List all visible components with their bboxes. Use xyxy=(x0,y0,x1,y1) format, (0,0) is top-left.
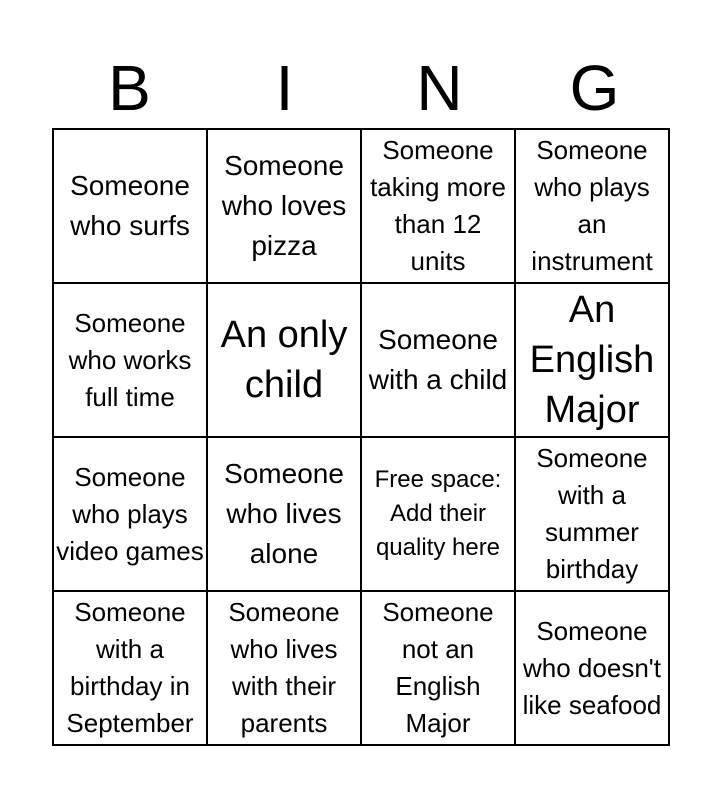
bingo-cell[interactable] xyxy=(208,284,362,438)
bingo-cell-text: Someone not an English Major xyxy=(382,597,494,738)
bingo-cell[interactable] xyxy=(362,284,516,438)
bingo-cell[interactable] xyxy=(362,130,516,284)
bingo-cell[interactable] xyxy=(54,284,208,438)
bingo-cell[interactable] xyxy=(54,130,208,284)
bingo-cell[interactable] xyxy=(516,130,670,284)
bingo-cell-text: Someone who surfs xyxy=(70,170,190,241)
bingo-header xyxy=(52,50,672,125)
bingo-cell-text: Someone who lives alone xyxy=(224,458,344,569)
header-letter-n: N xyxy=(416,51,463,124)
bingo-grid xyxy=(52,128,670,746)
bingo-cell-text: Someone who doesn't like seafood xyxy=(522,615,662,720)
header-letter-b: B xyxy=(108,51,151,124)
bingo-cell-text: Someone with a child xyxy=(368,324,508,395)
bingo-cell-text: Free space: Add their quality here xyxy=(374,466,502,561)
bingo-cell-text: An English Major xyxy=(529,289,655,431)
bingo-cell-text: Someone who plays an instrument xyxy=(531,135,653,276)
bingo-cell-text: Someone with a summer birthday xyxy=(536,443,648,584)
header-letter-g: G xyxy=(569,51,620,124)
bingo-cell-text: Someone who lives with their parents xyxy=(228,597,340,738)
bingo-cell[interactable] xyxy=(516,438,670,592)
header-letter-i: I xyxy=(275,51,294,124)
bingo-cell-text: An only child xyxy=(220,314,348,406)
bingo-cell[interactable] xyxy=(208,592,362,746)
bingo-cell[interactable] xyxy=(54,438,208,592)
bingo-cell-text: Someone who plays video games xyxy=(56,461,204,566)
bingo-cell-text: Someone who works full time xyxy=(68,307,192,412)
bingo-cell-text: Someone with a birthday in September xyxy=(66,597,194,738)
bingo-cell[interactable] xyxy=(362,592,516,746)
bingo-cell[interactable] xyxy=(208,130,362,284)
bingo-cell-text: Someone taking more than 12 units xyxy=(370,135,506,276)
bingo-cell-text: Someone who loves pizza xyxy=(221,150,347,261)
bingo-cell[interactable] xyxy=(54,592,208,746)
bingo-cell[interactable] xyxy=(516,284,670,438)
bingo-cell[interactable] xyxy=(208,438,362,592)
bingo-cell-free-space[interactable] xyxy=(362,438,516,592)
bingo-cell[interactable] xyxy=(516,592,670,746)
